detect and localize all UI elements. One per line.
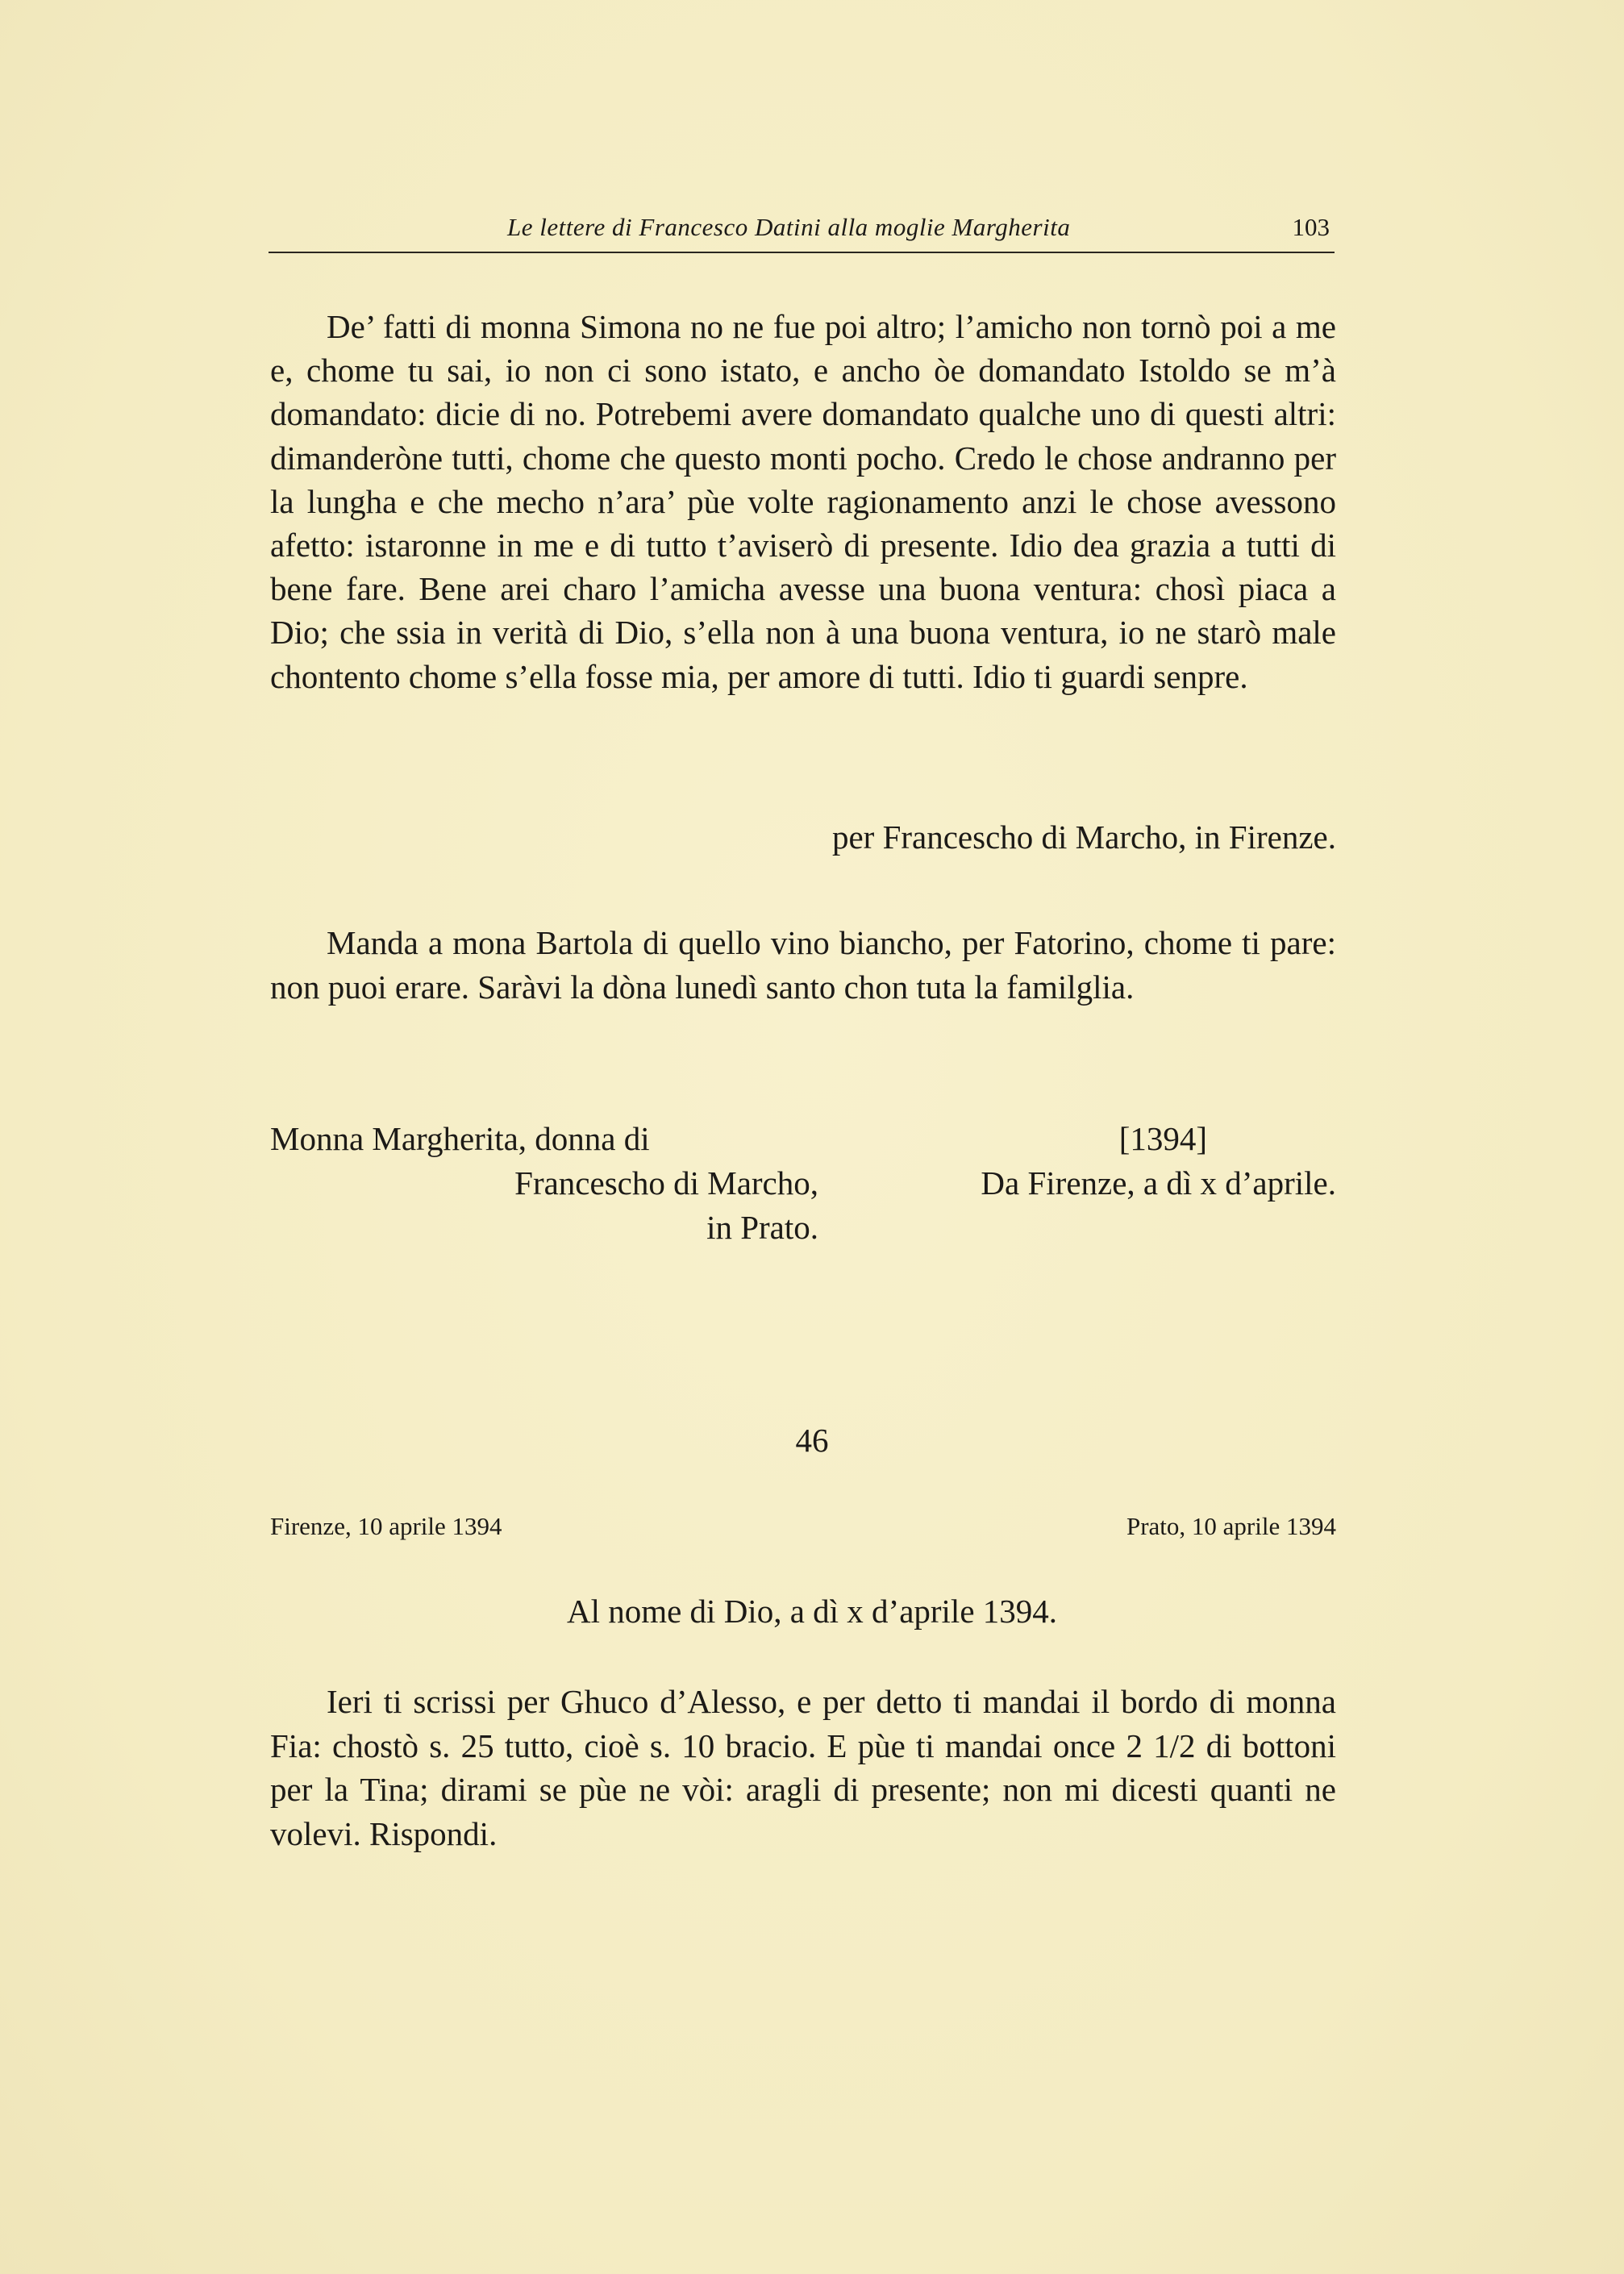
letter-number: 46 (795, 1422, 829, 1459)
letter-45-signature: per Francescho di Marcho, in Firenze. (831, 818, 1336, 856)
address-line-1: Monna Margherita, donna di (270, 1120, 650, 1157)
letter-45-dating (855, 1117, 1336, 1206)
dating-line: Da Firenze, a dì x d’aprile. (981, 1164, 1336, 1202)
dating-year: [1394] (1118, 1120, 1207, 1157)
letter-45-address (270, 1117, 818, 1250)
running-head (269, 211, 1335, 253)
address-line-3: in Prato. (706, 1209, 818, 1246)
letter-46-invocation: Al nome di Dio, a dì x d’aprile 1394. (566, 1593, 1058, 1630)
letter-45-body (270, 305, 1336, 698)
running-title: Le lettere di Francesco Datini alla moglie Margherita (507, 213, 1071, 241)
letter-46-from-place: Firenze, 10 aprile 1394 (270, 1512, 502, 1540)
letter-46-to-place: Prato, 10 aprile 1394 (1126, 1512, 1336, 1540)
letter-45-paragraph: De’ fatti di monna Simona no ne fue poi altro; l’amicho non tornò poi a me e, chome tu sai, io non ci sono istato, e ancho òe domandato Istoldo se m’à domandato: dicie di no. Potrebemi avere domandato qualche uno di questi altri: dimanderòne tutti, chome che questo monti pocho. Credo le chose andranno per la lungha e che mecho n’ara’ pùe volte ragionamento anzi le chose avessono afetto: istaronne in me e di tutto t’aviserò di presente. Idio dea grazia a tutti di bene fare. Bene arei charo l’amicha avesse una buona ventura: chosì piaca a Dio; che ssia in verità di Dio, s’ella non à una buona ventura, io ne starò male chontento chome s’ella fosse mia, per amore di tutti. Idio ti guardi senpre. (270, 308, 1336, 695)
letter-45-postscript: Manda a mona Bartola di quello vino biancho, per Fatorino, chome ti pare: non puoi erare. Saràvi la dòna lunedì santo chon tuta la familglia. (270, 924, 1336, 1006)
letter-46-body (270, 1680, 1336, 1855)
letter-46-paragraph: Ieri ti scrissi per Ghuco d’Alesso, e per detto ti mandai il bordo di monna Fia: chostò s. 25 tutto, cioè s. 10 bracio. E pùe ti mandai once 2 1/2 di bottoni per la Tina; dirami se pùe ne vòi: aragli di presente; non mi dicesti quanti ne volevi. Rispondi. (270, 1683, 1336, 1852)
page-number: 103 (1292, 213, 1330, 241)
letter-45-postscript-block (270, 921, 1336, 1009)
address-line-2: Francescho di Marcho, (514, 1164, 818, 1202)
